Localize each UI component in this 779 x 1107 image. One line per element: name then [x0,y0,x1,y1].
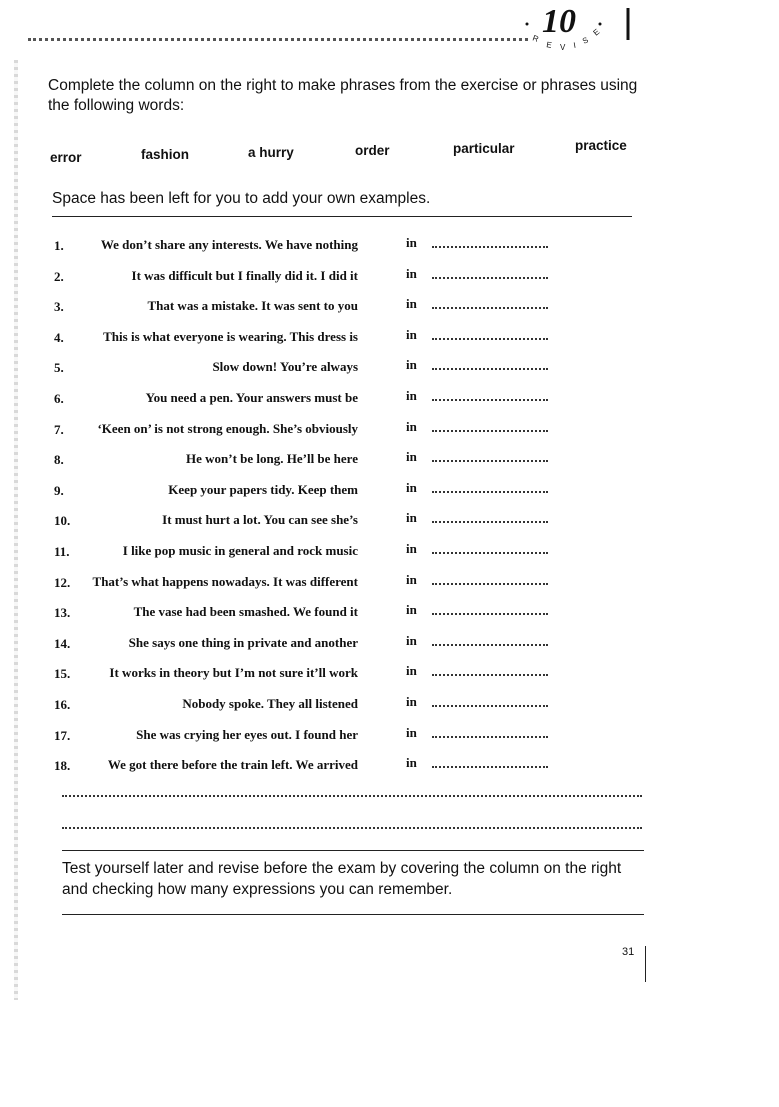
exercise-item [50,755,610,775]
word-particular: particular [453,141,515,156]
answer-blank[interactable] [432,674,548,676]
item-sentence: Slow down! You’re always [212,359,358,375]
space-note-text: Space has been left for you to add your own examples. [52,190,431,207]
answer-blank[interactable] [432,552,548,554]
item-sentence: That’s what happens nowadays. It was different [92,573,358,589]
item-number: 9. [54,482,64,498]
answer-blank[interactable] [432,736,548,738]
answer-blank[interactable] [432,430,548,432]
page-number-bar [645,946,646,982]
answer-blank[interactable] [432,644,548,646]
answer-blank[interactable] [432,583,548,585]
item-preposition: in [406,265,417,281]
item-preposition: in [406,724,417,740]
item-preposition: in [406,602,417,618]
item-number: 18. [54,758,71,774]
word-fashion: fashion [141,147,190,162]
scan-binding-edge [14,60,18,1000]
answer-line-extra-2[interactable] [62,827,642,829]
exercise-item [50,480,610,500]
section-rule-bottom [62,914,644,915]
exercise-item [50,633,610,653]
item-sentence: We don’t share any interests. We have nothing [100,237,358,252]
item-sentence: She says one thing in private and another [128,634,358,650]
answer-blank[interactable] [432,246,548,248]
exercise-item [50,694,610,714]
section-rule-middle [62,850,644,851]
word-order: order [355,143,390,158]
svg-text:V: V [560,43,566,52]
item-sentence: We got there before the train left. We arrived [107,757,358,773]
item-number: 14. [54,635,71,651]
exercise-item [50,419,610,439]
item-number: 10. [54,513,71,529]
svg-text:E: E [591,27,602,38]
item-number: 2. [54,268,64,284]
exercise-item [50,572,610,592]
item-preposition: in [406,235,417,250]
item-preposition: in [406,449,417,465]
exercise-item [50,663,610,683]
svg-text:E: E [545,40,553,50]
item-sentence: It was difficult but I finally did it. I did it [131,267,358,283]
item-sentence: The vase had been smashed. We found it [133,604,358,620]
item-preposition: in [406,510,417,526]
item-preposition: in [406,296,417,312]
answer-line-extra-1[interactable] [62,795,642,797]
item-number: 8. [54,452,64,468]
item-number: 17. [54,727,71,743]
item-sentence: It works in theory but I’m not sure it’ll work [109,665,358,681]
svg-text:S: S [581,35,590,46]
item-number: 3. [54,299,64,315]
item-number: 5. [54,360,64,376]
item-number: 4. [54,329,64,345]
item-preposition: in [406,326,417,342]
revise-unit-logo-icon [520,2,640,62]
answer-blank[interactable] [432,277,548,279]
item-sentence: He won’t be long. He’ll be here [186,451,358,467]
answer-blank[interactable] [432,460,548,462]
item-sentence: ‘Keen on’ is not strong enough. She’s obviously [97,420,358,436]
item-number: 6. [54,391,64,406]
item-preposition: in [406,571,417,587]
word-error: error [50,150,82,165]
exercise-item [50,388,610,408]
item-preposition: in [406,388,417,403]
item-number: 16. [54,697,71,712]
exercise-item [50,725,610,745]
word-list [50,140,640,170]
exercise-item [50,357,610,377]
item-preposition: in [406,418,417,434]
answer-blank[interactable] [432,307,548,309]
item-number: 12. [54,574,71,590]
item-preposition: in [406,694,417,709]
exercise-item [50,296,610,316]
item-sentence: I like pop music in general and rock music [122,543,358,558]
exercise-list [50,235,610,785]
item-sentence: It must hurt a lot. You can see she’s [162,512,358,528]
item-preposition: in [406,479,417,495]
svg-text:I: I [572,40,577,50]
word-practice: practice [575,138,627,153]
exercise-item [50,541,610,561]
answer-blank[interactable] [432,491,548,493]
item-number: 13. [54,605,71,621]
item-preposition: in [406,755,417,771]
answer-blank[interactable] [432,338,548,340]
answer-blank[interactable] [432,613,548,615]
item-preposition: in [406,357,417,373]
answer-blank[interactable] [432,766,548,768]
exercise-item [50,327,610,347]
answer-blank[interactable] [432,705,548,707]
unit-number: 10 [542,3,576,40]
exercise-item [50,266,610,286]
item-sentence: That was a mistake. It was sent to you [147,298,358,314]
exercise-item [50,510,610,530]
item-number: 1. [54,238,64,253]
instructions-text: Complete the column on the right to make phrases from the exercise or phrases using the following words: [48,77,638,114]
section-rule-top [52,216,632,217]
exercise-item [50,449,610,469]
item-number: 15. [54,666,71,682]
exercise-item [50,235,610,255]
exercise-item [50,602,610,622]
item-number: 7. [54,421,64,437]
svg-text:R: R [531,33,540,44]
item-number: 11. [54,544,70,559]
item-preposition: in [406,663,417,679]
top-dotted-rule [28,38,528,45]
item-sentence: You need a pen. Your answers must be [145,390,358,405]
page-number: 31 [622,946,635,958]
answer-blank[interactable] [432,368,548,370]
answer-blank[interactable] [432,399,548,401]
item-sentence: She was crying her eyes out. I found her [136,726,358,742]
item-sentence: Keep your papers tidy. Keep them [168,481,358,497]
item-preposition: in [406,541,417,556]
item-preposition: in [406,632,417,648]
answer-blank[interactable] [432,521,548,523]
item-sentence: Nobody spoke. They all listened [182,696,358,711]
item-sentence: This is what everyone is wearing. This dress is [103,328,358,344]
word-a-hurry: a hurry [248,145,294,160]
test-note-text: Test yourself later and revise before the exam by covering the column on the right and checking how many expressions you can remember. [62,860,622,898]
